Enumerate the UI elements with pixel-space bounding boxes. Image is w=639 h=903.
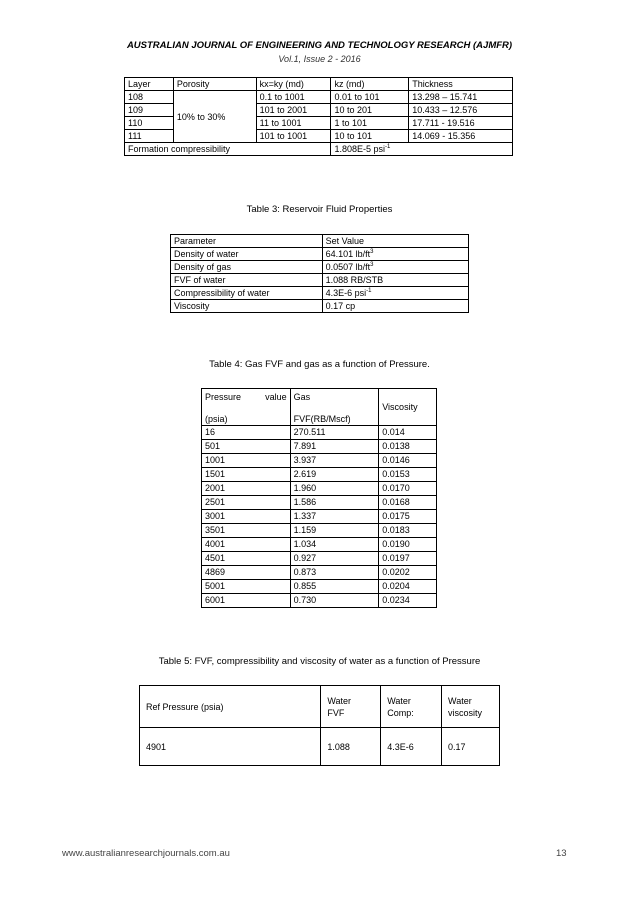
- table-row: [171, 274, 469, 287]
- parameter-cell: Density of water: [171, 248, 323, 261]
- header-cell: Ref Pressure (psia): [140, 686, 321, 728]
- thickness-cell: 17.711 - 19.516: [409, 117, 513, 130]
- gas-fvf-table: [201, 388, 437, 608]
- viscosity-cell: 0.0197: [379, 552, 437, 566]
- compressibility-value: 1.808E-5 psi$^{-1}$: [331, 143, 513, 156]
- gas-fvf-cell: 0.927: [290, 552, 379, 566]
- header-cell: Thickness: [409, 78, 513, 91]
- kx-cell: 101 to 1001: [256, 130, 331, 143]
- gas-fvf-cell: 1.960: [290, 482, 379, 496]
- kz-cell: 0.01 to 101: [331, 91, 409, 104]
- value-cell: 1.088 RB/STB: [322, 274, 468, 287]
- viscosity-cell: 0.0170: [379, 482, 437, 496]
- table-row: [202, 538, 437, 552]
- table-row: [202, 580, 437, 594]
- table-row: [171, 248, 469, 261]
- table-row: [171, 287, 469, 300]
- compressibility-cell: 4.3E-6: [381, 728, 442, 766]
- gas-fvf-cell: 1.034: [290, 538, 379, 552]
- pressure-cell: 3001: [202, 510, 291, 524]
- kz-cell: 10 to 101: [331, 130, 409, 143]
- pressure-cell: 5001: [202, 580, 291, 594]
- viscosity-cell: 0.17: [442, 728, 500, 766]
- gas-fvf-cell: 3.937: [290, 454, 379, 468]
- viscosity-cell: 0.0153: [379, 468, 437, 482]
- header-cell: Parameter: [171, 235, 323, 248]
- value-cell: 0.17 cp: [322, 300, 468, 313]
- header-cell: Set Value: [322, 235, 468, 248]
- table-header-row: [125, 78, 513, 91]
- table-row: [202, 566, 437, 580]
- header-cell: Layer: [125, 78, 174, 91]
- table-row: [171, 261, 469, 274]
- porosity-cell: 10% to 30%: [173, 91, 256, 143]
- viscosity-header: Viscosity: [379, 389, 437, 426]
- thickness-cell: 14.069 - 15.356: [409, 130, 513, 143]
- fluid-properties-table: [170, 234, 469, 313]
- thickness-cell: 10.433 – 12.576: [409, 104, 513, 117]
- viscosity-cell: 0.0234: [379, 594, 437, 608]
- table-row: [202, 454, 437, 468]
- pressure-cell: 6001: [202, 594, 291, 608]
- fvf-cell: 1.088: [321, 728, 381, 766]
- pressure-cell: 1001: [202, 454, 291, 468]
- layer-cell: 108: [125, 91, 174, 104]
- table5-caption: Table 5: FVF, compressibility and viscosity of water as a function of Pressure: [158, 656, 481, 667]
- parameter-cell: Compressibility of water: [171, 287, 323, 300]
- pressure-cell: 16: [202, 426, 291, 440]
- table-header-row: [202, 389, 437, 426]
- layer-cell: 109: [125, 104, 174, 117]
- viscosity-cell: 0.0190: [379, 538, 437, 552]
- pressure-cell: 501: [202, 440, 291, 454]
- gas-fvf-cell: 1.586: [290, 496, 379, 510]
- value-cell: 0.0507 $lb/ft^3$: [322, 261, 468, 274]
- gas-fvf-cell: 270.511: [290, 426, 379, 440]
- pressure-cell: 4001: [202, 538, 291, 552]
- table-row: [202, 426, 437, 440]
- parameter-cell: Viscosity: [171, 300, 323, 313]
- kz-cell: 10 to 201: [331, 104, 409, 117]
- pressure-cell: 1501: [202, 468, 291, 482]
- viscosity-cell: 0.0168: [379, 496, 437, 510]
- gas-fvf-header: Gas FVF(RB/Mscf): [290, 389, 379, 426]
- table-header-row: [140, 686, 500, 728]
- gas-fvf-cell: 7.891: [290, 440, 379, 454]
- gas-fvf-cell: 0.855: [290, 580, 379, 594]
- pressure-cell: 3501: [202, 524, 291, 538]
- header-cell: Water Comp:: [381, 686, 442, 728]
- pressure-cell: 2501: [202, 496, 291, 510]
- table-row: [125, 91, 513, 104]
- table-row: [202, 524, 437, 538]
- layer-cell: 111: [125, 130, 174, 143]
- header-cell: Water viscosity: [442, 686, 500, 728]
- layer-properties-table: [124, 77, 513, 156]
- water-properties-table: [139, 685, 500, 766]
- gas-fvf-cell: 2.619: [290, 468, 379, 482]
- viscosity-cell: 0.0138: [379, 440, 437, 454]
- footer-url: www.australianresearchjournals.com.au: [62, 848, 230, 859]
- pressure-cell: 4869: [202, 566, 291, 580]
- header-cell: Porosity: [173, 78, 256, 91]
- kx-cell: 11 to 1001: [256, 117, 331, 130]
- viscosity-cell: 0.0146: [379, 454, 437, 468]
- table-row: [202, 440, 437, 454]
- header-cell: kx=ky (md): [256, 78, 331, 91]
- page-number: 13: [556, 848, 567, 859]
- kz-cell: 1 to 101: [331, 117, 409, 130]
- pressure-cell: 2001: [202, 482, 291, 496]
- pressure-cell: 4501: [202, 552, 291, 566]
- viscosity-cell: 0.0204: [379, 580, 437, 594]
- table-row: [202, 510, 437, 524]
- table-row: [202, 468, 437, 482]
- header-cell: kz (md): [331, 78, 409, 91]
- gas-fvf-cell: 0.873: [290, 566, 379, 580]
- journal-volume: Vol.1, Issue 2 - 2016: [278, 54, 361, 64]
- table-row: [125, 143, 513, 156]
- parameter-cell: Density of gas: [171, 261, 323, 274]
- viscosity-cell: 0.0202: [379, 566, 437, 580]
- value-cell: 64.101 $lb/ft^3$: [322, 248, 468, 261]
- pressure-header: Pressure value (psia): [202, 389, 291, 426]
- viscosity-cell: 0.0175: [379, 510, 437, 524]
- ref-pressure-cell: 4901: [140, 728, 321, 766]
- kx-cell: 101 to 2001: [256, 104, 331, 117]
- header-cell: Water FVF: [321, 686, 381, 728]
- viscosity-cell: 0.0183: [379, 524, 437, 538]
- table-row: [171, 300, 469, 313]
- table-row: [202, 552, 437, 566]
- kx-cell: 0.1 to 1001: [256, 91, 331, 104]
- layer-cell: 110: [125, 117, 174, 130]
- viscosity-cell: 0.014: [379, 426, 437, 440]
- compressibility-label: Formation compressibility: [125, 143, 331, 156]
- parameter-cell: FVF of water: [171, 274, 323, 287]
- journal-title: AUSTRALIAN JOURNAL OF ENGINEERING AND TECHNOLOGY RESEARCH (AJMFR): [126, 40, 513, 51]
- value-cell: 4.3E-6 psi$^{-1}$: [322, 287, 468, 300]
- table4-caption: Table 4: Gas FVF and gas as a function of Pressure.: [209, 359, 430, 370]
- table-row: [202, 496, 437, 510]
- table-row: [140, 728, 500, 766]
- gas-fvf-cell: 1.159: [290, 524, 379, 538]
- table3-caption: Table 3: Reservoir Fluid Properties: [246, 204, 393, 215]
- table-header-row: [171, 235, 469, 248]
- table-row: [202, 594, 437, 608]
- gas-fvf-cell: 0.730: [290, 594, 379, 608]
- gas-fvf-cell: 1.337: [290, 510, 379, 524]
- table-row: [202, 482, 437, 496]
- thickness-cell: 13.298 – 15.741: [409, 91, 513, 104]
